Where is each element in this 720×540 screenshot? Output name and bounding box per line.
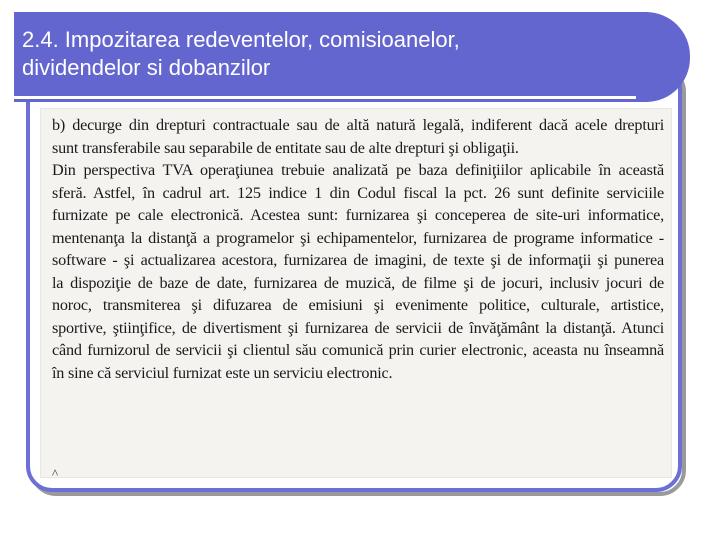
scanned-document	[40, 108, 672, 478]
title-underline	[14, 96, 636, 99]
slide-title-line-2: dividendelor si dobanzilor	[22, 55, 271, 80]
document-text	[52, 114, 664, 384]
document-line: mentenanţa la distanţă a programelor şi echipamentelor, furnizarea de programe informatice -	[52, 228, 664, 247]
document-line: sunt transferabile sau separabile de entitate sau de alte drepturi şi obligaţii.	[52, 138, 519, 157]
document-line: la dispoziţie de baze de date, furnizarea de muzică, de filme şi de jocuri, inclusiv jocuri de	[52, 273, 664, 292]
document-line: furnizate pe cale electronică. Acestea sunt: furnizarea şi conceperea de site-uri informatice,	[52, 206, 664, 224]
document-line: software - şi actualizarea acestora, furnizarea de imagini, de texte şi de informaţii şi punerea	[52, 251, 664, 269]
document-line: noroc, transmiterea şi difuzarea de emisiuni şi evenimente politice, culturale, artistice,	[52, 296, 664, 314]
slide-title-line-1: 2.4. Impozitarea redeventelor, comisioanelor,	[22, 27, 460, 52]
stray-mark: ^	[52, 466, 59, 481]
document-line: sferă. Astfel, în cadrul art. 125 indice 1 din Codul fiscal la pct. 26 sunt definite serviciile	[52, 183, 664, 202]
document-line: când furnizorul de servicii şi clientul său comunică prin curier electronic, aceasta nu înseamnă	[52, 341, 664, 359]
document-line: sportive, ştiinţifice, de divertisment şi furnizarea de servicii de învăţământ la distanţă. Atunci	[52, 318, 664, 337]
document-line: b) decurge din drepturi contractuale sau de altă natură legală, indiferent dacă acele drepturi	[52, 116, 664, 134]
document-line: în sine că serviciul furnizat este un serviciu electronic.	[52, 363, 393, 382]
slide-title	[22, 26, 662, 82]
document-line: Din perspectiva TVA operaţiunea trebuie analizată pe baza definiţiilor aplicabile în această	[52, 161, 664, 179]
